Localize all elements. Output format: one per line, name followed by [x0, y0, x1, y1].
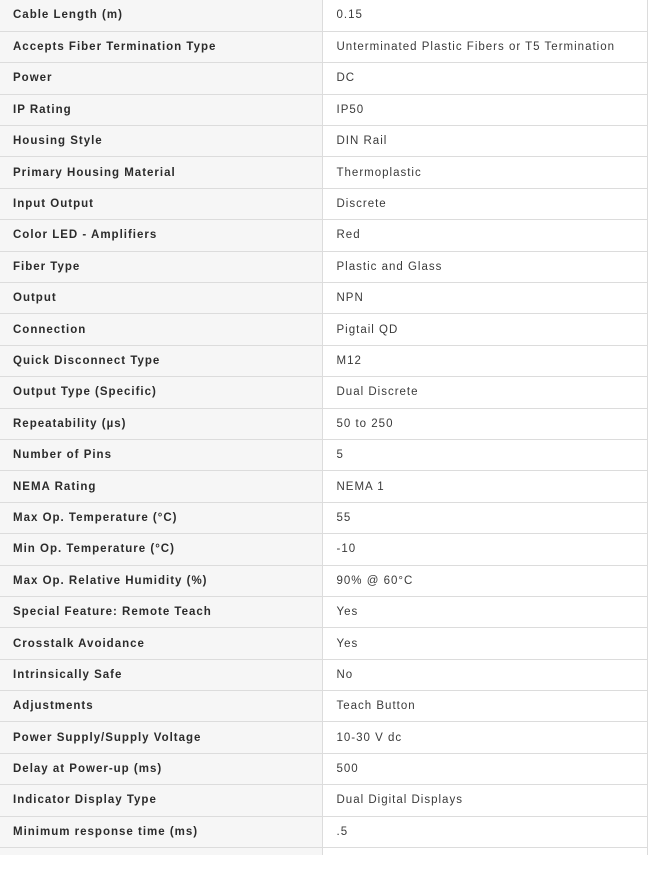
spec-label: Power	[0, 63, 322, 94]
spec-value: Plastic and Glass	[322, 251, 648, 282]
spec-value: 10-30 V dc	[322, 722, 648, 753]
spec-row-indicator-display	[0, 785, 648, 816]
spec-label: Adjustments	[0, 691, 322, 722]
spec-label: Output	[0, 283, 322, 314]
spec-row-cable-length	[0, 0, 648, 31]
spec-value: 500	[322, 753, 648, 784]
spec-label: Connection	[0, 314, 322, 345]
spec-row-cutoff	[0, 848, 648, 855]
spec-label: Max Op. Relative Humidity (%)	[0, 565, 322, 596]
spec-value: Dual Digital Displays	[322, 785, 648, 816]
spec-value: Yes	[322, 628, 648, 659]
spec-value: IP50	[322, 94, 648, 125]
spec-value: NPN	[322, 283, 648, 314]
spec-label: Indicator Display Type	[0, 785, 322, 816]
spec-label: NEMA Rating	[0, 471, 322, 502]
spec-row-intrinsically-safe	[0, 659, 648, 690]
spec-label: Accepts Fiber Termination Type	[0, 31, 322, 62]
spec-value: Unterminated Plastic Fibers or T5 Termination	[322, 31, 648, 62]
spec-label: Intrinsically Safe	[0, 659, 322, 690]
spec-row-adjustments	[0, 691, 648, 722]
spec-label: Min Op. Temperature (°C)	[0, 534, 322, 565]
spec-row-repeatability	[0, 408, 648, 439]
spec-label: Quick Disconnect Type	[0, 345, 322, 376]
spec-label: Color LED - Amplifiers	[0, 220, 322, 251]
spec-value: Thermoplastic	[322, 157, 648, 188]
spec-label: Power Supply/Supply Voltage	[0, 722, 322, 753]
spec-value: Pigtail QD	[322, 314, 648, 345]
spec-row-ip-rating	[0, 94, 648, 125]
spec-row-max-humidity	[0, 565, 648, 596]
spec-label: Special Feature: Remote Teach	[0, 596, 322, 627]
spec-label: Crosstalk Avoidance	[0, 628, 322, 659]
spec-value: -10	[322, 534, 648, 565]
spec-value: 90% @ 60°C	[322, 565, 648, 596]
spec-value: Yes	[322, 596, 648, 627]
spec-value: 55	[322, 502, 648, 533]
spec-value: Red	[322, 220, 648, 251]
spec-row-output	[0, 283, 648, 314]
spec-value: Discrete	[322, 188, 648, 219]
spec-value: .5	[322, 816, 648, 847]
spec-label: Input Output	[0, 188, 322, 219]
spec-label: Housing Style	[0, 126, 322, 157]
spec-row-min-response-time	[0, 816, 648, 847]
spec-row-supply-voltage	[0, 722, 648, 753]
spec-label: Cable Length (m)	[0, 0, 322, 31]
spec-label: IP Rating	[0, 94, 322, 125]
spec-label: Number of Pins	[0, 439, 322, 470]
spec-label: Repeatability (µs)	[0, 408, 322, 439]
spec-value: DC	[322, 63, 648, 94]
spec-value: No	[322, 659, 648, 690]
spec-value: 50 to 250	[322, 408, 648, 439]
spec-label: Delay at Power-up (ms)	[0, 753, 322, 784]
spec-value: M12	[322, 345, 648, 376]
spec-value-empty	[322, 848, 648, 855]
spec-row-remote-teach	[0, 596, 648, 627]
spec-row-power-up-delay	[0, 753, 648, 784]
spec-row-crosstalk-avoidance	[0, 628, 648, 659]
spec-row-fiber-type	[0, 251, 648, 282]
spec-row-power	[0, 63, 648, 94]
spec-label: Max Op. Temperature (°C)	[0, 502, 322, 533]
spec-label: Minimum response time (ms)	[0, 816, 322, 847]
spec-row-nema-rating	[0, 471, 648, 502]
spec-row-max-temperature	[0, 502, 648, 533]
spec-row-output-type	[0, 377, 648, 408]
spec-label: Primary Housing Material	[0, 157, 322, 188]
spec-label: Output Type (Specific)	[0, 377, 322, 408]
spec-row-quick-disconnect	[0, 345, 648, 376]
spec-row-fiber-termination	[0, 31, 648, 62]
spec-row-connection	[0, 314, 648, 345]
spec-row-min-temperature	[0, 534, 648, 565]
spec-row-number-of-pins	[0, 439, 648, 470]
spec-row-housing-style	[0, 126, 648, 157]
spec-row-color-led	[0, 220, 648, 251]
spec-label-empty	[0, 848, 322, 855]
spec-value: DIN Rail	[322, 126, 648, 157]
spec-value: Teach Button	[322, 691, 648, 722]
spec-value: Dual Discrete	[322, 377, 648, 408]
spec-label: Fiber Type	[0, 251, 322, 282]
spec-value: 0.15	[322, 0, 648, 31]
spec-value: NEMA 1	[322, 471, 648, 502]
spec-value: 5	[322, 439, 648, 470]
spec-row-input-output	[0, 188, 648, 219]
spec-row-housing-material	[0, 157, 648, 188]
